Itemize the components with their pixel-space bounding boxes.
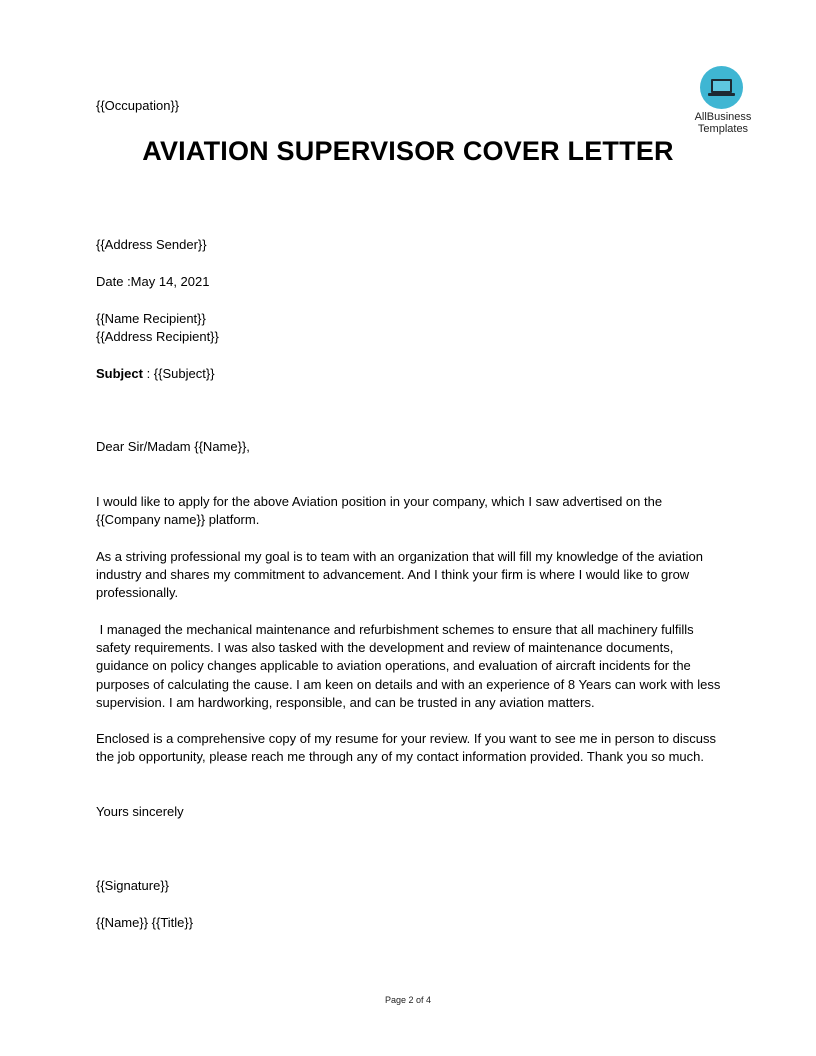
name-title-placeholder: {{Name}} {{Title}}: [96, 915, 194, 930]
subject-value: : {{Subject}}: [142, 366, 215, 381]
body-paragraph-2: As a striving professional my goal is to team with an organization that will fill my knowledge of the aviation industry and shares my commitment to advancement. And I think your firm is where I would like to grow professionally.: [96, 549, 703, 601]
logo-text-line2: Templates: [697, 123, 749, 135]
subject-line: [96, 365, 215, 383]
page-title: AVIATION SUPERVISOR COVER LETTER: [142, 136, 674, 166]
body-paragraph-4: Enclosed is a comprehensive copy of my resume for your review. If you want to see me in person to discuss the job opportunity, please reach me through any of my contact information provided. Thank you so much.: [96, 731, 716, 765]
laptop-icon: [700, 66, 743, 109]
closing: Yours sincerely: [96, 804, 184, 819]
salutation: Dear Sir/Madam {{Name}},: [96, 439, 250, 454]
logo-text-line1: AllBusiness: [694, 111, 752, 123]
recipient-name: {{Name Recipient}}: [96, 311, 206, 326]
signature-placeholder: {{Signature}}: [96, 878, 170, 893]
body-paragraph-3: I managed the mechanical maintenance and refurbishment schemes to ensure that all machinery fulfills safety requirements. I was also tasked with the development and review of maintenance documents, guidance on policy changes applicable to aviation operations, and evaluation of aircraft incidents for the purposes of calculating the cause. I am keen on details and with an experience of 8 Years can work with less supervision. I am hardworking, responsible, and can be trusted in any aviation matters.: [96, 622, 724, 710]
subject-label: Subject: [96, 366, 143, 381]
allbusiness-templates-logo: [688, 66, 760, 138]
occupation-placeholder: {{Occupation}}: [96, 98, 180, 113]
recipient-address: {{Address Recipient}}: [96, 329, 219, 344]
body-paragraph-1: I would like to apply for the above Aviation position in your company, which I saw advertised on the {{Company name}} platform.: [96, 494, 663, 528]
page-number: Page 2 of 4: [384, 995, 432, 1005]
letter-date: Date :May 14, 2021: [96, 274, 210, 289]
sender-address: {{Address Sender}}: [96, 237, 207, 252]
